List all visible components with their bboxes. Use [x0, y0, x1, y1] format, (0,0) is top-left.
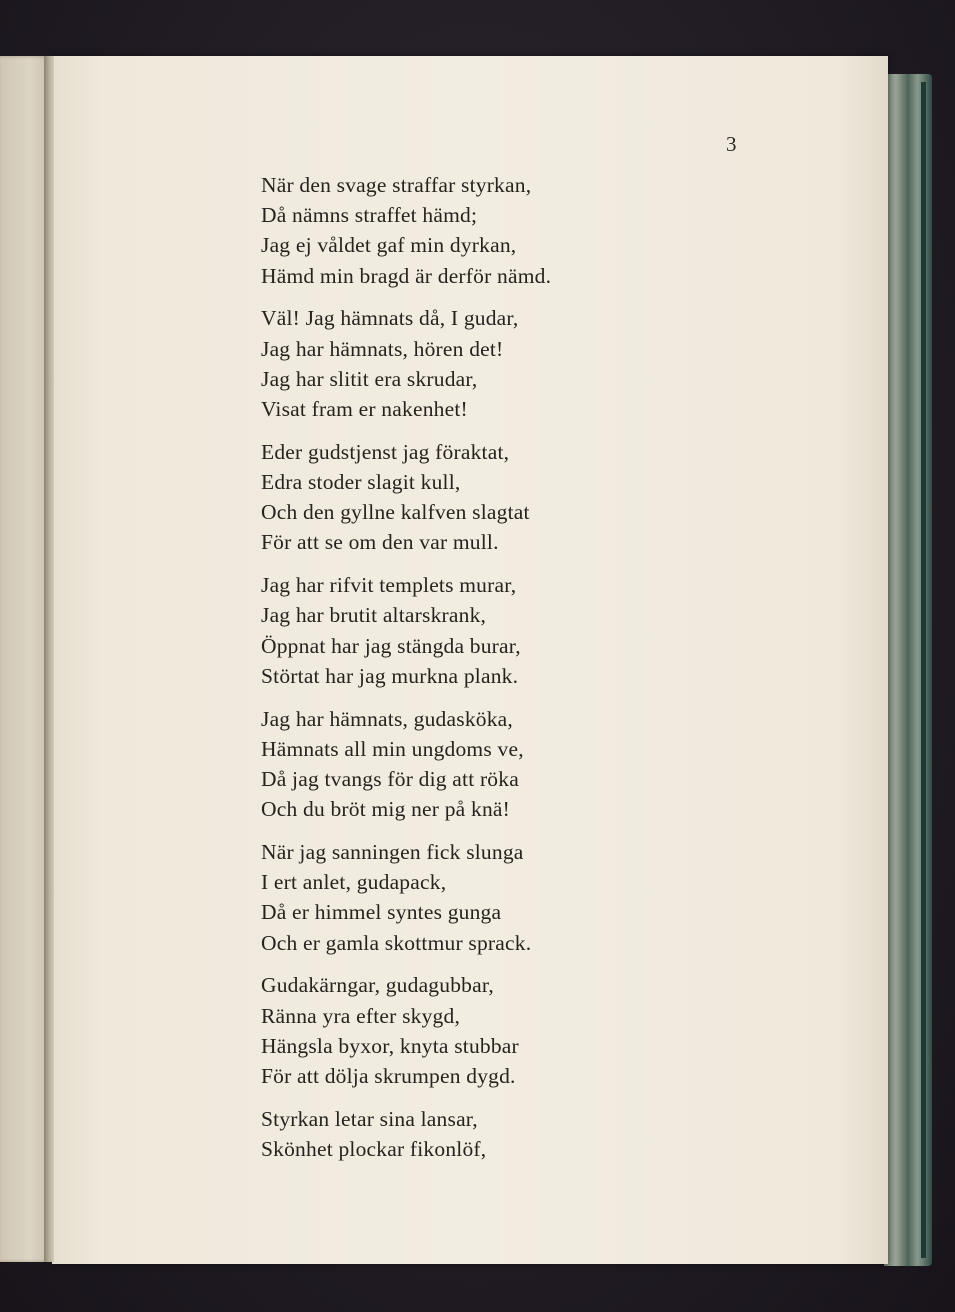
poem-line: I ert anlet, gudapack,	[261, 870, 447, 895]
poem-line: Visat fram er nakenhet!	[261, 397, 468, 422]
book-cover-edge	[884, 74, 932, 1266]
stanza	[261, 837, 681, 958]
poem-line: Ränna yra efter skygd,	[261, 1003, 461, 1028]
poem-line: Gudakärngar, gudagubbar,	[261, 973, 494, 998]
poem-line: Då jag tvangs för dig att röka	[261, 767, 519, 792]
stanza	[261, 437, 681, 558]
poem-line: Jag har rifvit templets murar,	[261, 573, 517, 598]
page-number: 3	[726, 132, 737, 156]
poem-line: Väl! Jag hämnats då, I gudar,	[261, 306, 519, 331]
poem-line: Hängsla byxor, knyta stubbar	[261, 1033, 519, 1058]
poem-text	[261, 170, 681, 1177]
poem-line: Jag har slitit era skrudar,	[261, 366, 478, 391]
poem-line: Skönhet plockar fikonlöf,	[261, 1137, 487, 1162]
stanza	[261, 970, 681, 1091]
poem-line: När jag sanningen fick slunga	[261, 840, 524, 865]
poem-line: Och den gyllne kalfven slagtat	[261, 500, 530, 525]
poem-line: Och er gamla skottmur sprack.	[261, 930, 532, 955]
poem-line: Styrkan letar sina lansar,	[261, 1106, 478, 1131]
poem-line: Jag har hämnats, gudasköka,	[261, 706, 513, 731]
poem-line: Eder gudstjenst jag föraktat,	[261, 439, 510, 464]
stanza	[261, 170, 681, 291]
stanza	[261, 570, 681, 691]
poem-line: För att se om den var mull.	[261, 530, 499, 555]
stanza	[261, 1104, 681, 1164]
poem-line: Jag har brutit altarskrank,	[261, 603, 487, 628]
left-page-edge	[0, 56, 50, 1262]
poem-line: Hämd min bragd är derför nämd.	[261, 263, 552, 288]
poem-line: Då er himmel syntes gunga	[261, 900, 502, 925]
stanza	[261, 704, 681, 825]
poem-line: När den svage straffar styrkan,	[261, 173, 532, 197]
poem-line: För att dölja skrumpen dygd.	[261, 1064, 516, 1089]
poem-line: Och du bröt mig ner på knä!	[261, 797, 510, 822]
poem-line: Edra stoder slagit kull,	[261, 470, 461, 495]
page-gutter	[44, 56, 54, 1262]
poem-line: Då nämns straffet hämd;	[261, 203, 478, 228]
poem-line: Störtat har jag murkna plank.	[261, 663, 519, 688]
poem-line: Jag ej våldet gaf min dyrkan,	[261, 233, 517, 258]
stanza	[261, 303, 681, 424]
poem-line: Hämnats all min ungdoms ve,	[261, 736, 524, 761]
poem-line: Jag har hämnats, hören det!	[261, 336, 504, 361]
poem-line: Öppnat har jag stängda burar,	[261, 633, 521, 658]
